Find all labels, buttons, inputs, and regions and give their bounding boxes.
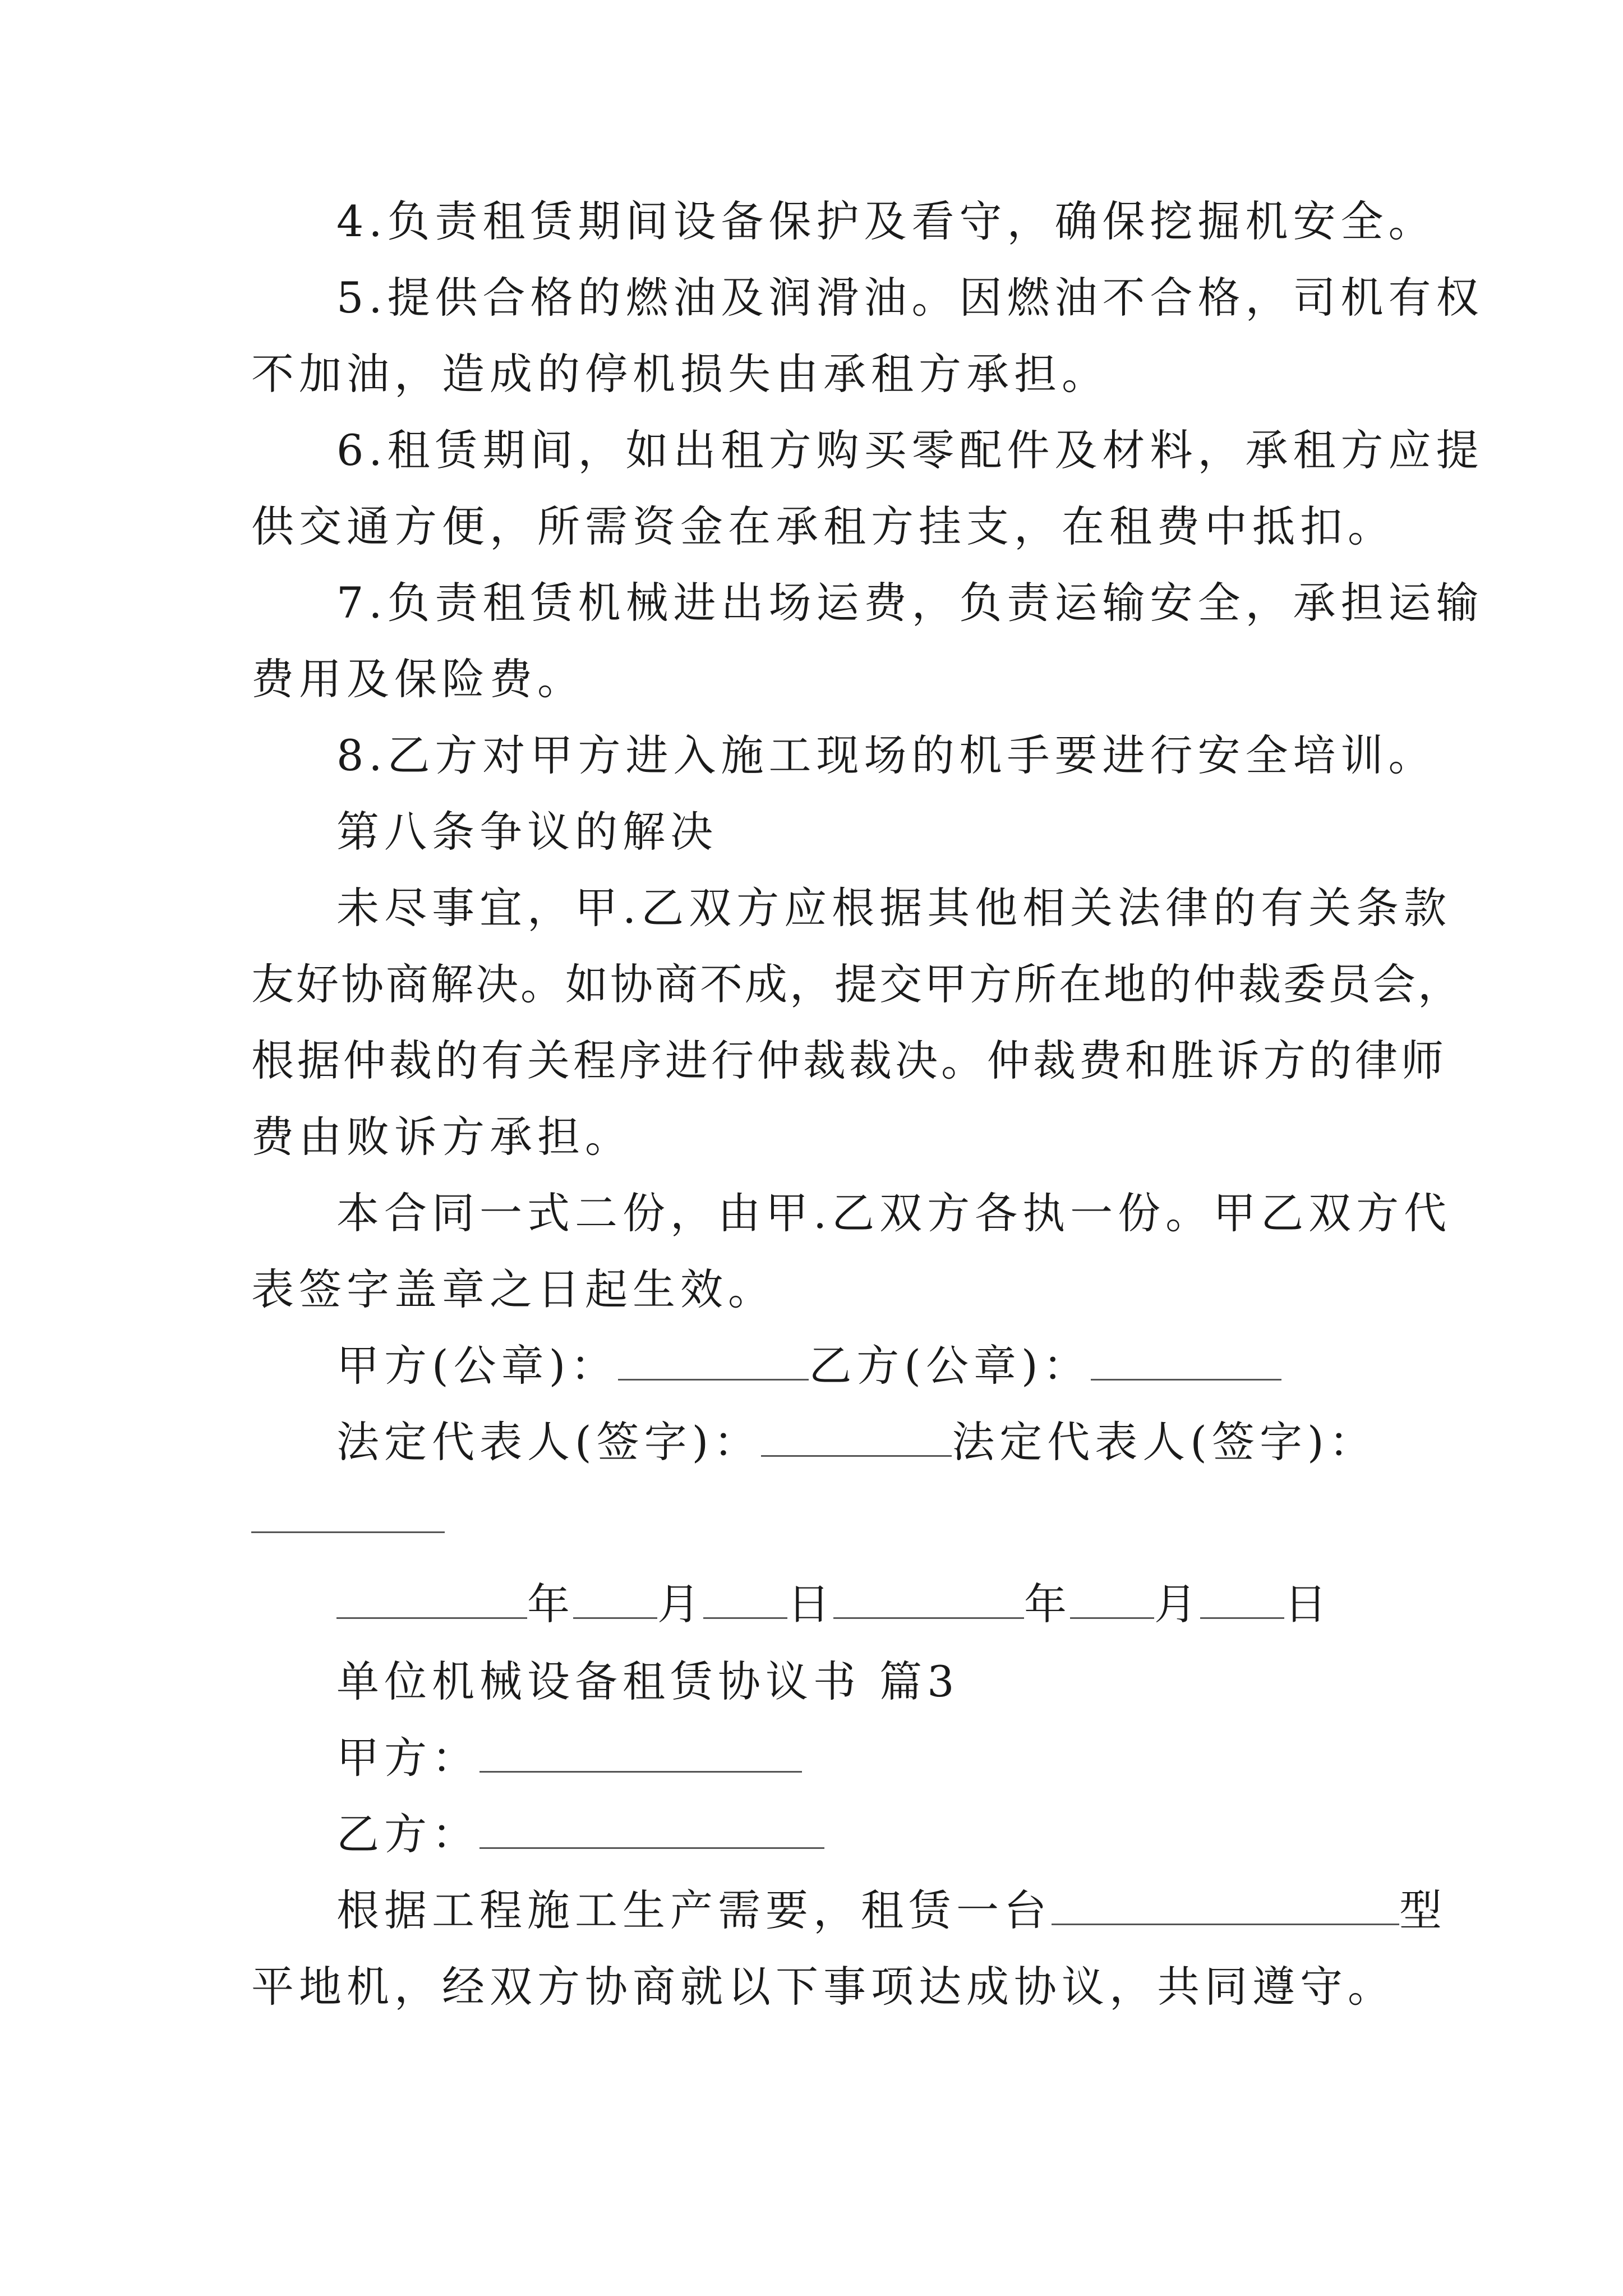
party-a-seal-blank[interactable] [618,1342,809,1381]
clause-4: 4.负责租赁期间设备保护及看守，确保挖掘机安全。 [336,196,1436,246]
party-b-rep-blank[interactable] [251,1494,445,1533]
month-label-b: 月 [1154,1579,1200,1629]
section-3-para-line-2: 平地机，经双方协商就以下事项达成协议，共同遵守。 [251,1962,1395,2012]
party-b-month-blank[interactable] [1070,1580,1154,1619]
party-a-label: 甲方： [336,1733,479,1783]
day-label: 日 [787,1579,833,1629]
party-b-rep-label: 法定代表人(签字)： [952,1417,1377,1467]
party-a-seal-label: 甲方(公章)： [336,1341,619,1391]
party-b-rep-blank-line [251,1490,445,1547]
dispute-para-line-4: 费由败诉方承担。 [251,1112,633,1162]
party-a-day-blank[interactable] [703,1580,787,1619]
party-b-seal-label: 乙方(公章)： [809,1341,1091,1391]
clause-5-line-1: 5.提供合格的燃油及润滑油。因燃油不合格，司机有权 [336,273,1484,323]
year-label: 年 [527,1579,573,1629]
seal-line [336,1338,1281,1394]
clause-8: 8.乙方对甲方进入施工现场的机手要进行安全培训。 [336,730,1436,780]
section-3-party-a [336,1730,802,1786]
copies-para-line-1: 本合同一式二份，由甲.乙双方各执一份。甲乙双方代 [336,1188,1452,1238]
para-prefix: 根据工程施工生产需要，租赁一台 [336,1885,1052,1935]
party-a-rep-blank[interactable] [761,1418,952,1457]
clause-5-line-2: 不加油，造成的停机损失由承租方承担。 [251,349,1109,399]
dispute-para-line-3: 根据仲裁的有关程序进行仲裁裁决。仲裁费和胜诉方的律师 [251,1036,1447,1085]
section-3-heading: 单位机械设备租赁协议书 篇3 [336,1657,960,1706]
dispute-para-line-2: 友好协商解决。如协商不成，提交甲方所在地的仲裁委员会， [251,959,1463,1009]
dispute-para-line-1: 未尽事宜，甲.乙双方应根据其他相关法律的有关条款 [336,883,1452,933]
date-line [336,1576,1330,1632]
article-8-heading: 第八条争议的解决 [336,807,718,857]
day-label-b: 日 [1284,1579,1330,1629]
para-suffix: 型 [1399,1885,1447,1935]
party-b-seal-blank[interactable] [1091,1342,1281,1381]
month-label: 月 [657,1579,703,1629]
year-label-b: 年 [1024,1579,1070,1629]
clause-7-line-2: 费用及保险费。 [251,654,585,704]
clause-7-line-1: 7.负责租赁机械进出场运费，负责运输安全，承担运输 [336,578,1484,628]
party-b-year-blank[interactable] [833,1580,1024,1619]
party-a-rep-label: 法定代表人(签字)： [336,1417,762,1467]
party-a-name-blank[interactable] [479,1734,802,1773]
model-blank[interactable] [1052,1887,1399,1925]
clause-6-line-1: 6.租赁期间，如出租方购买零配件及材料，承租方应提 [336,425,1484,475]
section-3-para-line-1 [336,1883,1447,1939]
clause-6-line-2: 供交通方便，所需资金在承租方挂支，在租费中抵扣。 [251,501,1395,551]
party-a-year-blank[interactable] [336,1580,527,1619]
representative-line [336,1414,1377,1470]
party-b-name-blank[interactable] [479,1810,824,1849]
section-3-party-b [336,1806,824,1862]
party-b-label: 乙方： [336,1809,479,1859]
party-a-month-blank[interactable] [573,1580,657,1619]
copies-para-line-2: 表签字盖章之日起生效。 [251,1264,776,1314]
party-b-day-blank[interactable] [1200,1580,1284,1619]
